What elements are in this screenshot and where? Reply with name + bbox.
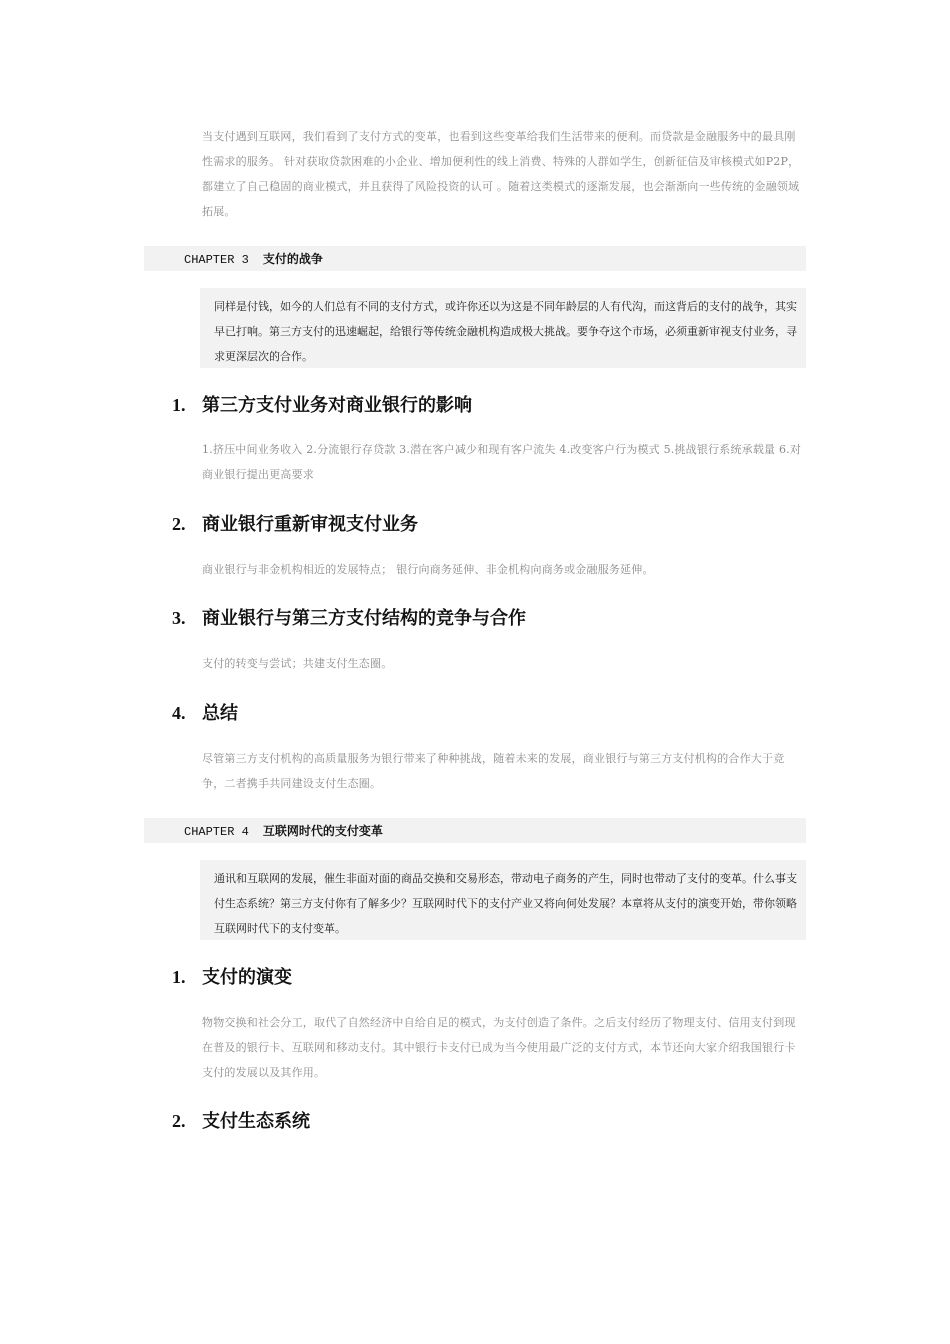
section-heading xyxy=(172,605,792,632)
chapter-4-name: 互联网时代的支付变革 xyxy=(262,824,383,838)
intro-paragraph: 当支付遇到互联网，我们看到了支付方式的变革，也看到这些变革给我们生活带来的便利。而贷款是金融服务中的最具刚性需求的服务。 针对获取贷款困难的小企业、增加便利性的线上消费、特殊的人群如学生，创新征信及审核模式如P2P，都建立了自己稳固的商业模式，并且获得了风险投资的认可 。随着这类模式的逐渐发展，也会渐渐向一些传统的金融领域拓展。 xyxy=(202,130,800,218)
section-body: 物物交换和社会分工，取代了自然经济中自给自足的模式，为支付创造了条件。之后支付经历了物理支付、信用支付到现在普及的银行卡、互联网和移动支付。其中银行卡支付已成为当今使用最广泛的支付方式，本节还向大家介绍我国银行卡支付的发展以及其作用。 xyxy=(202,1016,796,1079)
section-title: 支付的演变 xyxy=(202,967,292,988)
chapter-3-title xyxy=(184,246,323,273)
chapter-3-number: CHAPTER 3 xyxy=(184,253,249,267)
section-title: 总结 xyxy=(202,703,238,724)
section-heading xyxy=(172,964,792,991)
section-number: 4. xyxy=(172,703,186,723)
chapter-4-intro: 通讯和互联网的发展，催生非面对面的商品交换和交易形态，带动电子商务的产生，同时也带动了支付的变革。什么事支付生态系统？第三方支付你有了解多少？互联网时代下的支付产业又将向何处发展？本章将从支付的演变开始，带你领略互联网时代下的支付变革。 xyxy=(200,860,806,940)
chapter-4-header xyxy=(144,818,806,843)
section-title: 支付生态系统 xyxy=(202,1111,310,1132)
section-number: 3. xyxy=(172,608,186,628)
section-body: 尽管第三方支付机构的高质量服务为银行带来了种种挑战，随着未来的发展，商业银行与第三方支付机构的合作大于竞争，二者携手共同建设支付生态圈。 xyxy=(202,752,785,790)
chapter-3-header xyxy=(144,246,806,271)
section-heading xyxy=(172,700,792,727)
section-title: 商业银行与第三方支付结构的竞争与合作 xyxy=(202,608,526,629)
chapter-4-title xyxy=(184,818,383,845)
section-number: 2. xyxy=(172,1111,186,1131)
section-body: 支付的转变与尝试；共建支付生态圈。 xyxy=(202,657,393,670)
section-heading xyxy=(172,511,792,538)
section-heading xyxy=(172,392,792,419)
section-number: 1. xyxy=(172,967,186,987)
section-title: 第三方支付业务对商业银行的影响 xyxy=(202,395,472,416)
section-title: 商业银行重新审视支付业务 xyxy=(202,514,418,535)
section-heading xyxy=(172,1108,792,1135)
section-body: 1.挤压中间业务收入 2.分流银行存贷款 3.潜在客户减少和现有客户流失 4.改变客户行为模式 5.挑战银行系统承载量 6.对商业银行提出更高要求 xyxy=(202,443,802,481)
section-body: 商业银行与非金机构相近的发展特点； 银行向商务延伸、非金机构向商务或金融服务延伸。 xyxy=(202,563,654,576)
chapter-3-intro: 同样是付钱，如今的人们总有不同的支付方式，或许你还以为这是不同年龄层的人有代沟，而这背后的支付的战争，其实早已打响。第三方支付的迅速崛起，给银行等传统金融机构造成极大挑战。要争夺这个市场，必须重新审视支付业务，寻求更深层次的合作。 xyxy=(200,288,806,368)
chapter-3-name: 支付的战争 xyxy=(262,252,323,266)
chapter-4-number: CHAPTER 4 xyxy=(184,825,249,839)
section-number: 1. xyxy=(172,395,186,415)
section-number: 2. xyxy=(172,514,186,534)
